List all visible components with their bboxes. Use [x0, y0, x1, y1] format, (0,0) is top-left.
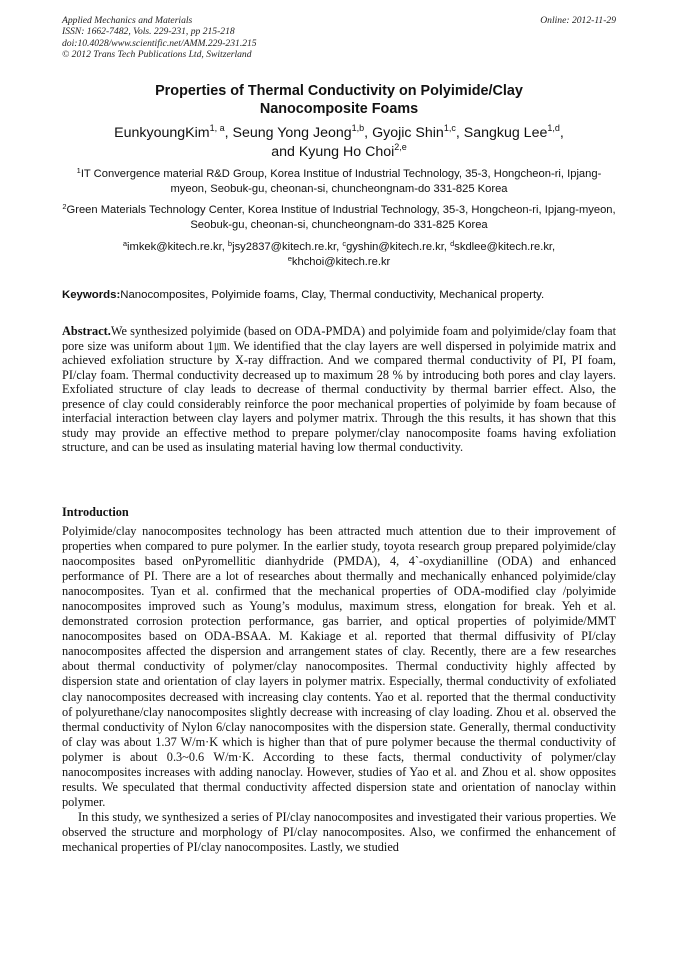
title-line-1: Properties of Thermal Conductivity on Polyimide/Clay — [155, 83, 523, 99]
author-affil-mark: 1,b — [351, 123, 365, 133]
email-link[interactable]: jsy2837@kitech.re.kr — [232, 241, 337, 253]
author-name: and Kyung Ho Choi — [271, 143, 395, 160]
keywords-line — [62, 288, 616, 302]
abstract-text: We synthesized polyimide (based on ODA-PMDA) and polyimide foam and polyimide/clay foam that pore size was uniform about 1㎛. We identified that the clay layers are well dispersed in polyimide matrix and achieved exfoliation structure by X-ray diffraction. And we compared thermal conductivity of PI, PI foam, PI/clay foam. Thermal conductivity decreased up to maximum 28 % by introducing both pores and clay layers. Exfoliated structure of clay leads to decrease of thermal conductivity by thermal barrier effect. Also, the presence of clay could considerably reinforce the poor mechanical properties of polyimide by foam because of interfacial interaction between clay layers and polymer matrix. Through the this results, it has shown that this study may provide an effective method to prepare polymer/clay nanocomposite foams having exfoliation structure, and can be used as insulating material having low thermal conductivity. — [62, 324, 616, 455]
author-affil-mark: 1,d — [547, 123, 560, 133]
author-affil-mark: 2,e — [394, 141, 407, 152]
journal-name: Applied Mechanics and Materials — [62, 15, 193, 26]
affiliation-2 — [62, 203, 616, 232]
paper-title — [62, 82, 616, 118]
affiliation-mark: 1 — [76, 166, 81, 175]
email-mark: b — [227, 239, 233, 248]
author-affil-mark: 1,c — [443, 123, 456, 133]
title-line-2: Nanocomposite Foams — [259, 101, 419, 117]
email-mark: c — [342, 239, 347, 248]
author-name: Seung Yong Jeong — [232, 125, 352, 141]
intro-paragraph-1: Polyimide/clay nanocomposites technology has been attracted much attention due to their improvement of properties when compared to pure polymer. In the earlier study, toyota research group prepared polyimide/clay naocomposites based onPyromellitic dianhydride (PMDA), 4, 4`-oxydianilline (ODA) and enhanced performance of PI. There are a lot of researches about thermally and mechanically enhanced polyimide/clay nanocomposites. Tyan et al. confirmed that the mechanical properties of ODA-modified clay /polyimide nanocomposites improved such as Young’s modulus, maximum stress, elongation for break. Yeh et al. demonstrated corrosion protection performance, gas barrier, and optical properties of polyimide/MMT nanocomposites based on ODA-BSAA. M. Kakiage et al. reported that thermal diffusivity of PI/clay nanocomposites affected the dispersion and arrangement states of clay. Recently, there are a few researches about thermal conductivity of polymer/clay nanocomposites. Thermal conductivity highly affected by dispersion state and orientation of clay layers in polymer matrix. Especially, thermal conductivity of exfoliated clay nanocomposites decreased with increasing clay contents. Yao et al. reported that the thermal conductivity of polyurethane/clay nanocomposites slightly decrease with increasing of clay loading. Zhou et al. observed the thermal conductivity of Nylon 6/clay nanocomposites with the dispersion state. Generally, thermal conductivity of clay was about 1.37 W/m·K which is higher than that of pure polymer because the thermal conductivity of polymer is about 0.3~0.6 W/m·K. According to these facts, thermal conductivity of polymer/clay nanocomposites increases with adding nanoclay. However, studies of Yao et al. and Zhou et al. show opposites results. We speculated that thermal conductivity affected dispersion state and orientation of nanoclay within polymer. — [62, 524, 616, 809]
introduction-body — [62, 524, 616, 855]
journal-copyright: © 2012 Trans Tech Publications Ltd, Switzerland — [62, 48, 252, 60]
affiliation-mark: 2 — [62, 202, 67, 211]
abstract-label: Abstract. — [62, 324, 111, 338]
email-mark: e — [287, 253, 292, 263]
email-link[interactable]: imkek@kitech.re.kr — [127, 241, 222, 253]
journal-issn: ISSN: 1662-7482, Vols. 229-231, pp 215-218 — [62, 26, 235, 38]
email-list: $^a$imkek@kitech.re.kr, $^b$jsy2837@kitech.re.kr, $^c$gyshin@kitech.re.kr, $^d$skdlee@kitech.re.kr, $^e$khchoi@kitech.re.kr — [122, 239, 556, 268]
journal-header — [62, 15, 616, 60]
email-mark: d — [450, 239, 455, 248]
introduction-heading: Introduction — [62, 505, 129, 519]
abstract-paragraph — [62, 324, 616, 455]
affiliation-1 — [62, 167, 616, 196]
affiliation-text: Green Materials Technology Center, Korea Institue of Industrial Technology, 35-3, Hongcheon-ri, Ipjang-myeon, Seobuk-gu, cheonan-si, chuncheongnam-do 331-825 Korea — [66, 204, 616, 231]
author-name: Gyojic Shin — [372, 125, 444, 141]
author-list: EunkyoungKim$^{1, a}$, Seung Yong Jeong$^{1,b}$, Gyojic Shin$^{1,c}$, Sangkug Lee$^{1,d}$, and Kyung Ho Choi$^{2,e}$ — [114, 123, 564, 160]
online-date: Online: 2012-11-29 — [540, 15, 616, 26]
keywords-text: Nanocomposites, Polyimide foams, Clay, Thermal conductivity, Mechanical property. — [120, 289, 545, 301]
email-link[interactable]: gyshin@kitech.re.kr — [346, 241, 444, 253]
email-mark: a — [122, 239, 128, 248]
keywords-label: Keywords: — [62, 289, 121, 301]
author-affil-mark: 1, a — [209, 123, 225, 133]
author-name: EunkyoungKim — [114, 125, 210, 141]
email-link[interactable]: khchoi@kitech.re.kr — [291, 255, 391, 268]
email-link[interactable]: skdlee@kitech.re.kr — [454, 241, 553, 253]
journal-doi[interactable]: doi:10.4028/www.scientific.net/AMM.229-231.215 — [62, 37, 257, 49]
author-name: Sangkug Lee — [463, 125, 548, 141]
intro-paragraph-2: In this study, we synthesized a series of PI/clay nanocomposites and investigated their various properties. We observed the structure and morphology of PI/clay nanocomposites. Also, we confirmed the enhancement of mechanical properties of PI/clay nanocomposites. Lastly, we studied — [62, 809, 616, 854]
affiliation-text: IT Convergence material R&D Group, Korea Institue of Industrial Technology, 35-3, Hongcheon-ri, Ipjang-myeon, Seobuk-gu, cheonan-si, chuncheongnam-do 331-825 Korea — [80, 168, 602, 195]
